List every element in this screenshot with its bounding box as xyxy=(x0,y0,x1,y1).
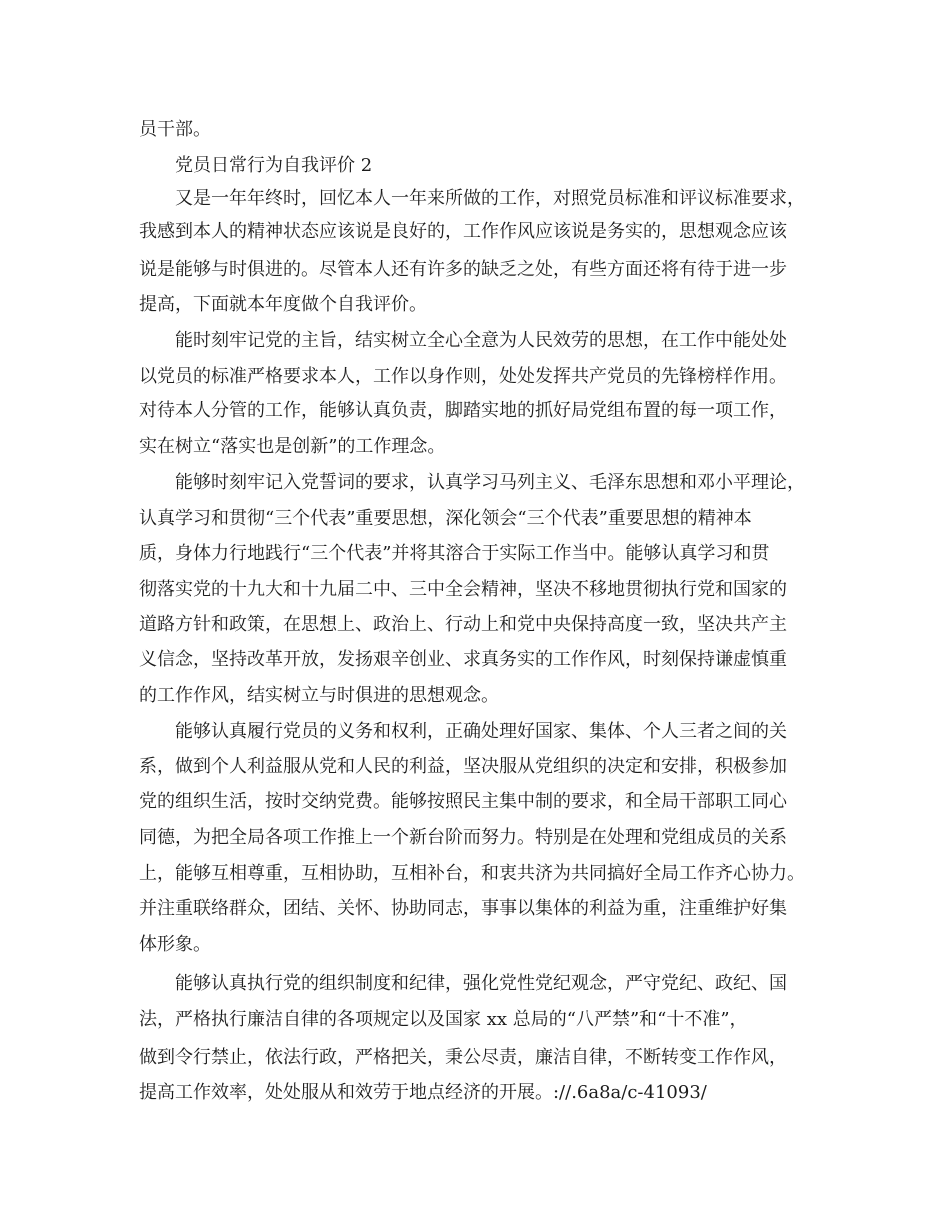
text-line: 做到令行禁止，依法行政，严格把关，秉公尽责，廉洁自律，不断转变工作作风， xyxy=(139,1047,787,1068)
text-line: 我感到本人的精神状态应该说是良好的，工作作风应该说是务实的，思想观念应该 xyxy=(139,221,787,242)
text-line: 员干部。 xyxy=(139,119,211,140)
text-line: 以党员的标准严格要求本人，工作以身作则，处处发挥共产党员的先锋榜样作用。 xyxy=(139,366,787,387)
text-line: 提高工作效率，处处服从和效劳于地点经济的开展。://.6a8a/c-41093/ xyxy=(139,1082,707,1103)
text-line: 提高，下面就本年度做个自我评价。 xyxy=(139,294,427,315)
text-line: 又是一年年终时，回忆本人一年来所做的工作，对照党员标准和评议标准要求， xyxy=(175,188,805,209)
text-line: 对待本人分管的工作，能够认真负责，脚踏实地的抓好局党组布置的每一项工作， xyxy=(139,400,787,421)
text-line: 体形象。 xyxy=(139,934,211,955)
text-line: 的工作作风，结实树立与时俱进的思想观念。 xyxy=(139,685,499,706)
text-line: 同德，为把全局各项工作推上一个新台阶而努力。特别是在处理和党组成员的关系 xyxy=(139,827,787,848)
text-line: 实在树立“落实也是创新”的工作理念。 xyxy=(139,436,446,457)
text-line: 能够时刻牢记入党誓词的要求，认真学习马列主义、毛泽东思想和邓小平理论， xyxy=(175,472,805,493)
text-line: 认真学习和贯彻“三个代表”重要思想，深化领会“三个代表”重要思想的精神本 xyxy=(139,508,752,529)
text-line: 说是能够与时俱进的。尽管本人还有许多的缺乏之处，有些方面还将有待于进一步 xyxy=(139,259,787,280)
text-line: 能时刻牢记党的主旨，结实树立全心全意为人民效劳的思想，在工作中能处处 xyxy=(175,330,787,351)
text-line: 系，做到个人利益服从党和人民的利益，坚决服从党组织的决定和安排，积极参加 xyxy=(139,756,787,777)
text-line: 能够认真履行党员的义务和权利，正确处理好国家、集体、个人三者之间的关 xyxy=(175,721,787,742)
text-line: 上，能够互相尊重，互相协助，互相补台，和衷共济为共同搞好全局工作齐心协力。 xyxy=(139,863,805,884)
text-line: 彻落实党的十九大和十九届二中、三中全会精神，坚决不移地贯彻执行党和国家的 xyxy=(139,579,787,600)
text-line: 道路方针和政策，在思想上、政治上、行动上和党中央保持高度一致，坚决共产主 xyxy=(139,614,787,635)
text-line: 能够认真执行党的组织制度和纪律，强化党性党纪观念，严守党纪、政纪、国 xyxy=(175,973,787,994)
text-line: 质，身体力行地践行“三个代表”并将其溶合于实际工作当中。能够认真学习和贯 xyxy=(139,543,770,564)
text-line: 法，严格执行廉洁自律的各项规定以及国家 xx 总局的“八严禁”和“十不准”， xyxy=(139,1009,748,1030)
section-heading: 党员日常行为自我评价 2 xyxy=(175,155,373,176)
text-line: 义信念，坚持改革开放，发扬艰辛创业、求真务实的工作作风，时刻保持谦虚慎重 xyxy=(139,649,787,670)
text-line: 党的组织生活，按时交纳党费。能够按照民主集中制的要求，和全局干部职工同心 xyxy=(139,791,787,812)
text-line: 并注重联络群众，团结、关怀、协助同志，事事以集体的利益为重，注重维护好集 xyxy=(139,898,787,919)
